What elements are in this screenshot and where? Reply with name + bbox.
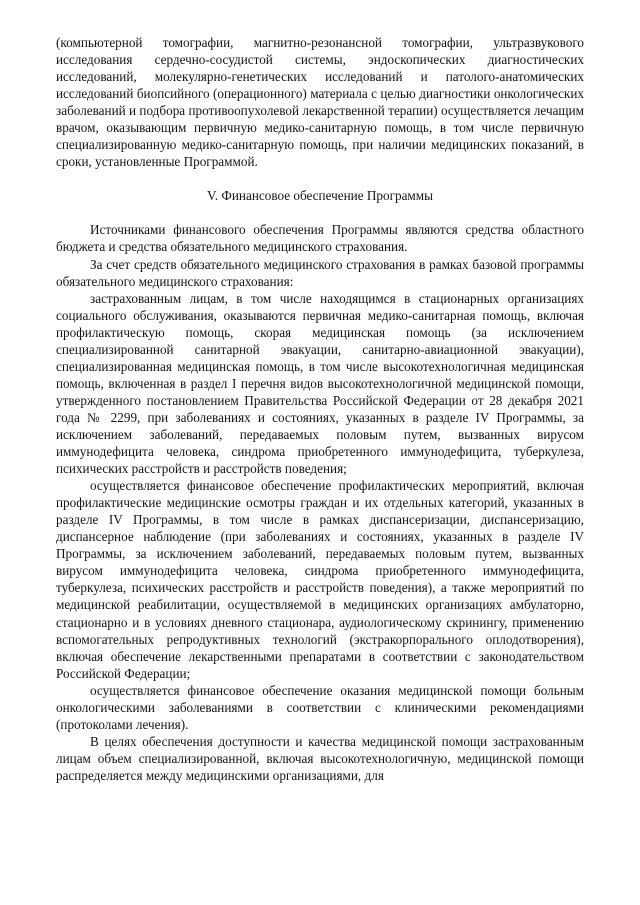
paragraph-oncology: осуществляется финансовое обеспечение оказания медицинской помощи больным онкологическими заболеваниями в соответствии с клиническими рекомендациями (протоколами лечения). xyxy=(56,682,584,732)
paragraph-preventive-measures: осуществляется финансовое обеспечение профилактических мероприятий, включая профилактические медицинские осмотры граждан и их отдельных категорий, указанных в разделе IV Программы, в том числе в рамках диспансеризации, диспансеризацию, диспансерное наблюдение (при заболеваниях и состояниях, указанных в разделе IV Программы, за исключением заболеваний, передаваемых половым путем, вызванных вирусом иммунодефицита человека, синдрома приобретенного иммунодефицита, туберкулеза, психических расстройств и расстройств поведения), а также мероприятий по медицинской реабилитации, осуществляемой в медицинских организациях амбулаторно, стационарно и в условиях дневного стационара, аудиологическому скринингу, применению вспомогательных репродуктивных технологий (экстракорпорального оплодотворения), включая обеспечение лекарственными препаратами в соответствии с законодательством Российской Федерации; xyxy=(56,478,584,681)
spacer xyxy=(56,204,584,221)
document-page xyxy=(56,34,584,784)
paragraph-funding-sources: Источниками финансового обеспечения Программы являются средства областного бюджета и средства обязательного медицинского страхования. xyxy=(56,222,584,255)
paragraph-oms-intro: За счет средств обязательного медицинского страхования в рамках базовой программы обязательного медицинского страхования: xyxy=(56,256,584,289)
section-heading: V. Финансовое обеспечение Программы xyxy=(207,188,433,204)
spacer xyxy=(56,170,584,187)
intro-paragraph: (компьютерной томографии, магнитно-резонансной томографии, ультразвукового исследования сердечно-сосудистой системы, эндоскопических диагностических исследований, молекулярно-генетических исследований и патолого-анатомических исследований биопсийного (операционного) материала с целью диагностики онкологических заболеваний и подбора противоопухолевой лекарственной терапии) осуществляется лечащим врачом, оказывающим первичную медико-санитарную помощь, в том числе первичную специализированную медико-санитарную помощь, при наличии медицинских показаний, в сроки, установленные Программой. xyxy=(56,35,584,170)
paragraph-insured-persons: застрахованным лицам, в том числе находящимся в стационарных организациях социального обслуживания, оказываются первичная медико-санитарная помощь, включая профилактическую помощь, скорая медицинская помощь (за исключением специализированной санитарной эвакуации, санитарно-авиационной эвакуации), специализированная медицинская помощь, в том числе высокотехнологичная медицинская помощь, включенная в раздел I перечня видов высокотехнологичной медицинской помощи, утвержденного постановлением Правительства Российской Федерации от 28 декабря 2021 года № 2299, при заболеваниях и состояниях, указанных в разделе IV Программы, за исключением заболеваний, передаваемых половым путем, вызванных вирусом иммунодефицита человека, синдрома приобретенного иммунодефицита, туберкулеза, психических расстройств и расстройств поведения; xyxy=(56,290,584,477)
paragraph-accessibility: В целях обеспечения доступности и качества медицинской помощи застрахованным лицам объем специализированной, включая высокотехнологичную, медицинской помощи распределяется между медицинскими организациями, для xyxy=(56,733,584,783)
